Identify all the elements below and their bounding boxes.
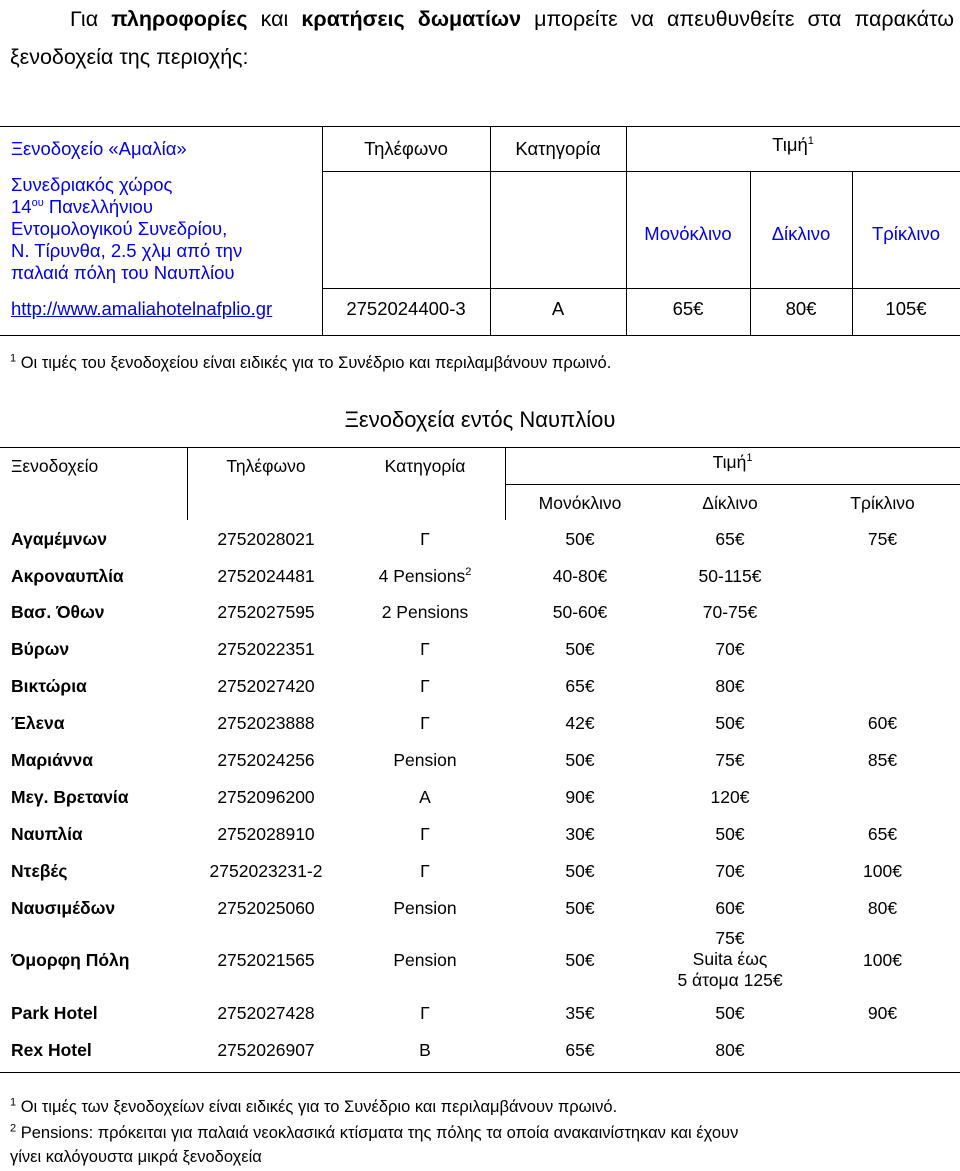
- euro-icon: €: [693, 298, 704, 319]
- category-text: Γ: [420, 824, 430, 844]
- category-text: Pension: [393, 898, 457, 918]
- footnote-mark: 2: [10, 1122, 17, 1135]
- amalia-price-single: [626, 298, 750, 320]
- price-value: 50-60: [552, 602, 598, 622]
- hotel-price-single: [505, 897, 655, 919]
- euro-icon: €: [584, 787, 595, 807]
- intro-bold-info: πληροφορίες: [111, 7, 248, 31]
- price-value: 65: [565, 1040, 585, 1060]
- euro-icon: €: [734, 1040, 745, 1060]
- footnote-2-continued: γίνει καλόγουστα μικρά ξενοδοχεία: [10, 1148, 262, 1166]
- intro-text: και: [247, 7, 302, 31]
- sub-header-single: Μονόκλινο: [538, 493, 622, 513]
- euro-icon: €: [584, 676, 595, 696]
- hotel-name: Ναυπλία: [11, 824, 83, 844]
- price-value: 30: [565, 824, 585, 844]
- section-title: Ξενοδοχεία εντός Ναυπλίου: [344, 407, 616, 432]
- description-line: Συνεδριακός χώρος: [11, 174, 173, 195]
- price-line: [655, 928, 805, 949]
- euro-icon: €: [584, 950, 595, 970]
- hotel-phone: 2752026907: [217, 1040, 315, 1060]
- table-border: [505, 484, 960, 485]
- hotel-category: [345, 949, 505, 971]
- category-text: Γ: [420, 861, 430, 881]
- category-text: Β: [419, 1040, 431, 1060]
- description-line: παλαιά πόλη του Ναυπλίου: [11, 262, 235, 283]
- price-value: 35: [565, 1003, 585, 1023]
- hotel-name: Ντεβές: [11, 861, 68, 881]
- euro-icon: €: [739, 787, 750, 807]
- hotel-name: Βύρων: [11, 639, 70, 659]
- hotel-phone: 2752023231-2: [209, 861, 323, 881]
- hotel-category: [345, 860, 505, 882]
- price-value: 75: [715, 928, 735, 948]
- euro-icon: €: [887, 713, 898, 733]
- price-value: 50: [565, 950, 585, 970]
- sub-header-single: Μονόκλινο: [644, 223, 732, 244]
- hotel-phone: 2752027595: [217, 602, 315, 622]
- euro-icon: €: [734, 1003, 745, 1023]
- price-value: 50-115: [698, 566, 752, 586]
- hotel-category: [345, 638, 505, 660]
- euro-icon: €: [887, 750, 898, 770]
- hotel-category: [345, 749, 505, 771]
- description-line: Ν. Τίρυνθα, 2.5 χλμ από την: [11, 240, 243, 261]
- price-value: 65: [565, 676, 585, 696]
- hotel-phone: 2752027428: [217, 1003, 315, 1023]
- price-value: 50: [565, 529, 585, 549]
- hotel-category: [345, 823, 505, 845]
- hotel-price-single: [505, 949, 655, 971]
- euro-icon: €: [734, 639, 745, 659]
- price-value: 80: [715, 676, 735, 696]
- price-value: 100: [863, 950, 893, 970]
- amalia-category: Α: [551, 298, 565, 319]
- price-value: 5 άτομα 125: [677, 970, 773, 990]
- intro-bold-booking: κρατήσεις δωματίων: [301, 7, 522, 31]
- price-value: 120: [710, 787, 740, 807]
- category-text: 4 Pensions: [378, 566, 466, 586]
- price-value: 50: [565, 639, 585, 659]
- hotel-name: Βικτώρια: [11, 676, 87, 696]
- price-value: 80: [785, 298, 807, 319]
- table-border: [0, 335, 960, 336]
- header-price: [505, 451, 960, 473]
- euro-icon: €: [584, 1003, 595, 1023]
- price-value: 90: [565, 787, 585, 807]
- footnote-mark: 1: [746, 452, 753, 465]
- hotel-price-triple: [805, 712, 960, 734]
- price-line: Suita έως: [692, 949, 768, 969]
- hotel-category: [345, 897, 505, 919]
- hotel-category: [345, 601, 505, 623]
- sub-header-triple: Τρίκλινο: [850, 493, 915, 513]
- header-hotel: Ξενοδοχείο: [11, 456, 99, 476]
- hotel-name: Ξενοδοχείο «Αμαλία»: [11, 138, 187, 159]
- hotel-phone: 2752025060: [217, 898, 315, 918]
- header-category: Κατηγορία: [515, 138, 601, 159]
- hotel-price-single: [505, 675, 655, 697]
- hotel-price-double: [655, 823, 805, 845]
- category-text: 2 Pensions: [381, 602, 469, 622]
- hotel-price-double: [655, 565, 805, 587]
- euro-icon: €: [887, 824, 898, 844]
- euro-icon: €: [751, 566, 762, 586]
- price-value: 85: [867, 750, 888, 770]
- footnote-2: [10, 1123, 738, 1143]
- euro-icon: €: [887, 529, 898, 549]
- euro-icon: €: [892, 950, 902, 970]
- footnote-text: Οι τιμές του ξενοδοχείου είναι ειδικές για το Συνέδριο και περιλαμβάνουν πρωινό.: [16, 354, 612, 372]
- price-value: 70: [715, 639, 735, 659]
- hotel-phone: 2752028021: [217, 529, 315, 549]
- euro-icon: €: [892, 861, 902, 881]
- hotel-price-triple: [805, 528, 960, 550]
- price-value: 50: [715, 1003, 735, 1023]
- price-value: 80: [867, 898, 888, 918]
- hotel-name: Βασ. Όθων: [11, 602, 105, 622]
- nafplio-hotels-table: [0, 447, 960, 1073]
- euro-icon: €: [597, 602, 608, 622]
- description-line: [11, 196, 242, 218]
- hotel-price-triple: [805, 823, 960, 845]
- footnote-mark: 1: [10, 352, 17, 365]
- hotel-phone: 2752022351: [217, 639, 315, 659]
- hotel-price-single: [505, 786, 655, 808]
- sub-header-triple: Τρίκλινο: [871, 223, 941, 244]
- euro-icon: €: [887, 1003, 898, 1023]
- amalia-phone: 2752024400-3: [346, 298, 466, 319]
- price-value: 50: [565, 861, 585, 881]
- hotel-name: Όμορφη Πόλη: [11, 950, 130, 970]
- hotel-name: Ναυσιμέδων: [11, 898, 116, 918]
- hotel-category: [345, 528, 505, 550]
- euro-icon: €: [747, 602, 758, 622]
- header-phone: Τηλέφωνο: [226, 456, 306, 476]
- euro-icon: €: [916, 298, 927, 319]
- price-value: 60: [715, 898, 735, 918]
- price-value: 75: [715, 750, 735, 770]
- hotel-price-double: [655, 601, 805, 623]
- hotel-name: Αγαμέμνων: [11, 529, 108, 549]
- price-value: 65: [672, 298, 694, 319]
- hotel-website-link[interactable]: http://www.amaliahotelnafplio.gr: [11, 298, 273, 319]
- euro-icon: €: [734, 861, 745, 881]
- hotel-price-single: [505, 1002, 655, 1024]
- hotel-category: [345, 1039, 505, 1061]
- hotel-price-double: [655, 897, 805, 919]
- table-border: [0, 1072, 960, 1073]
- hotel-price-triple: [805, 860, 960, 882]
- header-price-text: Τιμή: [772, 134, 808, 155]
- euro-icon: €: [734, 928, 745, 948]
- sub-header-double: Δίκλινο: [702, 493, 758, 513]
- hotel-price-triple: [805, 749, 960, 771]
- euro-icon: €: [806, 298, 817, 319]
- hotel-price-single: [505, 823, 655, 845]
- footnote-text: Οι τιμές των ξενοδοχείων είναι ειδικές για το Συνέδριο και περιλαμβάνουν πρωινό.: [16, 1098, 618, 1116]
- price-value: 80: [715, 1040, 735, 1060]
- price-line: [655, 970, 805, 991]
- header-price: [626, 134, 960, 156]
- hotel-price-single: [505, 638, 655, 660]
- hotel-phone: 2752024256: [217, 750, 315, 770]
- hotel-price-double: [655, 712, 805, 734]
- header-phone: Τηλέφωνο: [364, 138, 448, 159]
- price-value: 100: [863, 861, 893, 881]
- table-border: [0, 126, 960, 127]
- hotel-price-double: [655, 786, 805, 808]
- table-border: [322, 288, 960, 289]
- hotel-price-double: [655, 528, 805, 550]
- hotel-price-single: [505, 528, 655, 550]
- euro-icon: €: [887, 898, 898, 918]
- euro-icon: €: [734, 676, 745, 696]
- price-value: 75: [867, 529, 888, 549]
- hotel-price-triple: [805, 1002, 960, 1024]
- hotel-price-double: [655, 675, 805, 697]
- hotel-category: [345, 675, 505, 697]
- euro-icon: €: [734, 529, 745, 549]
- price-value: 50: [565, 750, 585, 770]
- hotel-name: Μεγ. Βρετανία: [11, 787, 129, 807]
- hotel-description: [11, 174, 242, 284]
- footnote-mark: 2: [465, 566, 472, 579]
- hotel-price-triple: [805, 949, 960, 971]
- footnote-mark: 1: [10, 1096, 17, 1109]
- euro-icon: €: [734, 713, 745, 733]
- header-category: Κατηγορία: [384, 456, 466, 476]
- hotel-name: Μαριάννα: [11, 750, 94, 770]
- euro-icon: €: [772, 970, 783, 990]
- category-text: Γ: [420, 676, 430, 696]
- footnote-1: [10, 1097, 617, 1117]
- hotel-price-triple: [805, 897, 960, 919]
- category-text: Pension: [393, 750, 457, 770]
- hotel-phone: 2752028910: [217, 824, 315, 844]
- hotel-phone: 2752024481: [217, 566, 315, 586]
- hotel-price-double: [655, 860, 805, 882]
- price-value: 70: [715, 861, 735, 881]
- hotel-price-double: [655, 1002, 805, 1024]
- intro-text: Για: [70, 7, 112, 31]
- category-text: Γ: [420, 713, 430, 733]
- hotel-price-single: [505, 1039, 655, 1061]
- hotel-category: [345, 712, 505, 734]
- category-text: Γ: [420, 639, 430, 659]
- euro-icon: €: [584, 861, 595, 881]
- category-text: Γ: [420, 529, 430, 549]
- sub-header-double: Δίκλινο: [771, 223, 831, 244]
- header-price-text: Τιμή: [712, 452, 747, 472]
- price-value: 65: [867, 824, 888, 844]
- footnote-mark: 1: [807, 134, 814, 147]
- price-value: 50: [715, 713, 735, 733]
- description-text: Πανελλήνιου: [43, 196, 153, 217]
- hotel-price-single: [505, 860, 655, 882]
- hotel-phone: 2752023888: [217, 713, 315, 733]
- category-text: Γ: [420, 1003, 430, 1023]
- category-text: Pension: [393, 950, 457, 970]
- hotel-price-single: [505, 565, 655, 587]
- euro-icon: €: [584, 750, 595, 770]
- intro-paragraph: [10, 0, 954, 76]
- footnote-text: Pensions: πρόκειται για παλαιά νεοκλασικά κτίσματα της πόλης τα οποία ανακαινίστηκαν και έχουν: [16, 1124, 739, 1142]
- footnote-1: [10, 353, 611, 373]
- euro-icon: €: [584, 713, 595, 733]
- price-value: 105: [885, 298, 917, 319]
- price-value: 65: [715, 529, 735, 549]
- hotel-name: Έλενα: [11, 713, 65, 733]
- description-text: 14: [11, 196, 32, 217]
- euro-icon: €: [734, 898, 745, 918]
- amalia-price-triple: [852, 298, 960, 320]
- table-border: [0, 447, 960, 448]
- hotel-category: [345, 1002, 505, 1024]
- hotel-phone: 2752027420: [217, 676, 315, 696]
- euro-icon: €: [584, 1040, 595, 1060]
- ordinal-suffix: ου: [31, 196, 44, 209]
- hotel-phone: 2752096200: [217, 787, 315, 807]
- amalia-hotel-table: [0, 126, 960, 336]
- euro-icon: €: [584, 639, 595, 659]
- hotel-price-double: [655, 749, 805, 771]
- price-value: 60: [867, 713, 888, 733]
- price-value: 70-75: [702, 602, 748, 622]
- hotel-name: Park Hotel: [11, 1003, 98, 1023]
- hotel-category: [345, 565, 505, 587]
- euro-icon: €: [584, 898, 595, 918]
- euro-icon: €: [734, 750, 745, 770]
- euro-icon: €: [584, 824, 595, 844]
- hotel-price-single: [505, 601, 655, 623]
- hotel-price-double: [655, 1039, 805, 1061]
- hotel-phone: 2752021565: [217, 950, 315, 970]
- description-line: Εντομολογικού Συνεδρίου,: [11, 218, 228, 239]
- price-value: 42: [565, 713, 585, 733]
- hotel-name: Rex Hotel: [11, 1040, 92, 1060]
- category-text: Α: [419, 787, 431, 807]
- euro-icon: €: [734, 824, 745, 844]
- intro-text: μπορείτε να απευθυνθείτε στα παρακάτω ξενοδοχεία της περιοχής:: [10, 7, 954, 69]
- price-value: 50: [565, 898, 585, 918]
- price-value: 90: [867, 1003, 888, 1023]
- hotel-price-single: [505, 712, 655, 734]
- hotel-name: Ακροναυπλία: [11, 566, 124, 586]
- price-value: 50: [715, 824, 735, 844]
- hotel-price-double: [655, 928, 805, 991]
- price-value: 40-80: [552, 566, 598, 586]
- hotel-price-double: [655, 638, 805, 660]
- euro-icon: €: [597, 566, 608, 586]
- hotel-category: [345, 786, 505, 808]
- euro-icon: €: [584, 529, 595, 549]
- table-border: [322, 171, 960, 172]
- hotel-price-single: [505, 749, 655, 771]
- amalia-price-double: [750, 298, 852, 320]
